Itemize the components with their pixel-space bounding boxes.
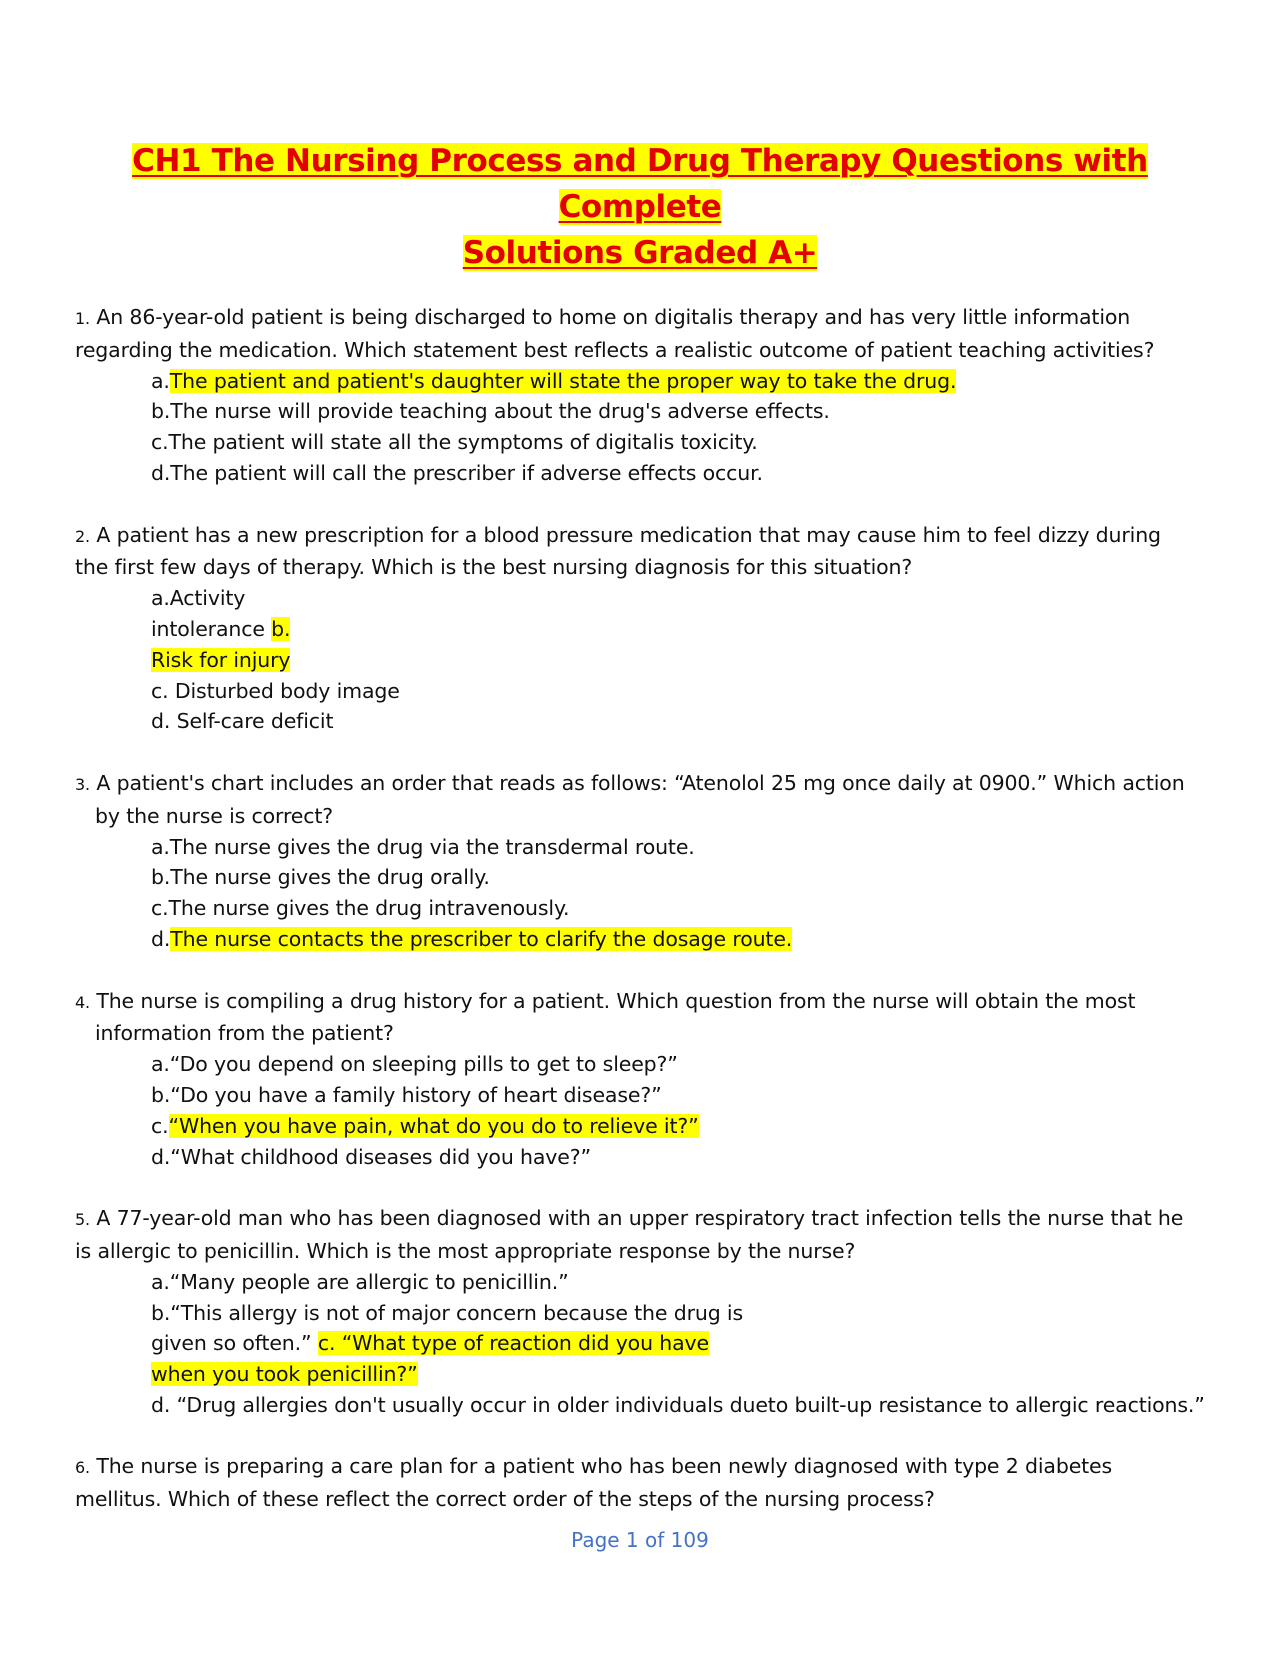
highlighted-answer: “When you have pain, what do you do to relieve it?” [168,1113,699,1138]
question-number: 2. [75,526,90,546]
question-number: 4. [75,992,90,1012]
question-stem-continued: is allergic to penicillin. Which is the most appropriate response by the nurse? [75,1238,856,1263]
question-stem: 2. A patient has a new prescription for a blood pressure medication that may cause him to feel dizzy during [75,522,1161,547]
option-d: d.The nurse contacts the prescriber to clarify the dosage route. [151,926,793,951]
question-number: 5. [75,1210,90,1230]
option-a: a.The nurse gives the drug via the transdermal route. [151,834,695,859]
option-d: d.“What childhood diseases did you have?” [151,1144,591,1169]
question-number: 6. [75,1458,90,1478]
option-d: d. “Drug allergies don't usually occur in older individuals dueto built-up resistance to allergic reactions.” [151,1392,1205,1417]
highlighted-answer: The patient and patient's daughter will state the proper way to take the drug. [169,368,957,393]
document-title [60,138,1220,276]
highlighted-answer-continued: when you took penicillin?” [151,1362,418,1387]
question-stem-continued: mellitus. Which of these reflect the correct order of the steps of the nursing process? [75,1487,935,1512]
question-stem-continued: information from the patient? [95,1021,394,1046]
option-d: d.The patient will call the prescriber if adverse effects occur. [151,460,763,485]
option-c: c. Disturbed body image [151,678,400,703]
title-line-1: CH1 The Nursing Process and Drug Therapy Questions with Complete [132,143,1148,225]
option-b-continued: given so often.” c. “What type of reaction did you have [151,1331,709,1356]
question-4 [75,986,1225,1173]
option-a: a.Activity [151,586,246,611]
highlighted-answer: The nurse contacts the prescriber to clarify the dosage route. [170,926,793,951]
page-number-footer: Page 1 of 109 [571,1528,709,1552]
option-a: a.The patient and patient's daughter will state the proper way to take the drug. [151,368,957,393]
question-stem: 5. A 77-year-old man who has been diagnosed with an upper respiratory tract infection tells the nurse that he [75,1206,1184,1231]
option-c: c.“When you have pain, what do you do to relieve it?” [151,1113,699,1138]
highlighted-answer-letter: b. [271,616,291,641]
option-b: b.The nurse gives the drug orally. [151,865,490,890]
question-stem: 3. A patient's chart includes an order that reads as follows: “Atenolol 25 mg once daily at 0900.” Which action [75,770,1185,795]
question-stem-continued: regarding the medication. Which statement best reflects a realistic outcome of patient teaching activities? [75,337,1155,362]
question-2 [75,520,1225,738]
option-a: a.“Do you depend on sleeping pills to get to sleep?” [151,1052,678,1077]
questions-list [75,302,1225,1546]
question-stem: 6. The nurse is preparing a care plan for a patient who has been newly diagnosed with type 2 diabetes [75,1454,1113,1479]
option-b: b.The nurse will provide teaching about the drug's adverse effects. [151,399,830,424]
option-a-continued: intolerance b. [151,616,291,641]
option-b: b.“Do you have a family history of heart disease?” [151,1082,662,1107]
question-number: 1. [75,309,90,328]
question-5 [75,1203,1225,1421]
option-c: c.The patient will state all the symptoms of digitalis toxicity. [151,430,758,455]
question-number: 3. [75,774,90,794]
question-stem: 1. An 86-year-old patient is being discharged to home on digitalis therapy and has very little information [75,305,1131,329]
highlighted-answer: c. “What type of reaction did you have [317,1331,709,1356]
option-b: b.“This allergy is not of major concern because the drug is [151,1300,743,1325]
title-line-2: Solutions Graded A+ [462,235,818,271]
question-stem-continued: by the nurse is correct? [95,803,333,828]
option-d: d. Self-care deficit [151,709,334,734]
highlighted-answer: Risk for injury [151,647,291,672]
question-6 [75,1451,1225,1515]
question-3 [75,768,1225,955]
option-c: c.The nurse gives the drug intravenously. [151,896,570,921]
question-stem: 4. The nurse is compiling a drug history for a patient. Which question from the nurse will obtain the most [75,988,1136,1013]
question-stem-continued: the first few days of therapy. Which is the best nursing diagnosis for this situation? [75,555,913,580]
option-a: a.“Many people are allergic to penicillin.” [151,1269,569,1294]
option-c-continued [75,1359,1225,1390]
question-1 [75,302,1225,489]
option-b [75,645,1225,676]
